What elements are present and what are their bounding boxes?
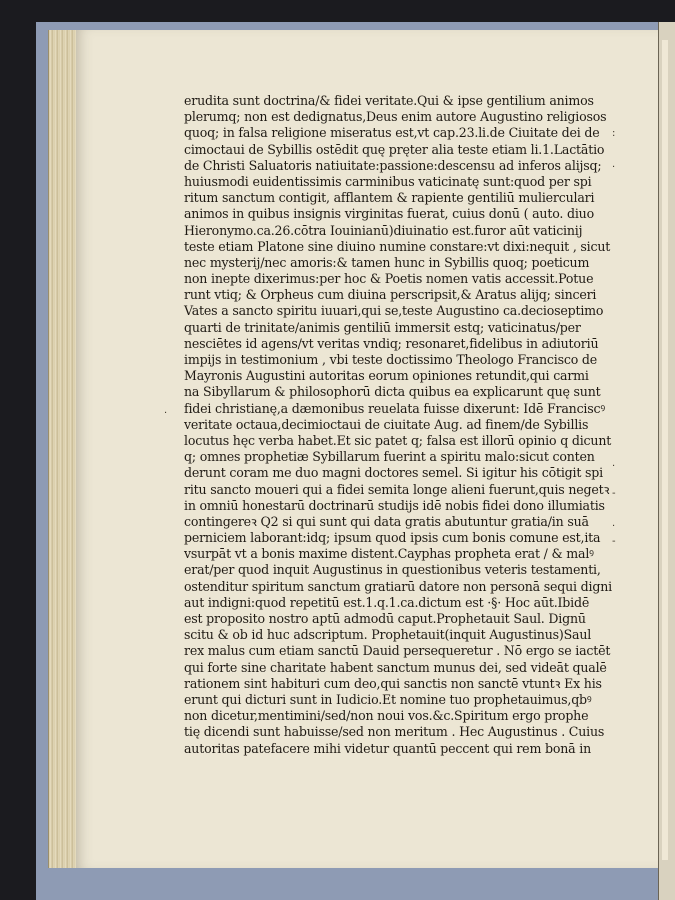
text-line: non dicetur,mentimini/sed/non noui vos.&c.Spiritum ergo prophe — [184, 708, 589, 724]
text-line: Vates a sancto spiritu iuuari,qui se,teste Augustino ca.decioseptimo — [184, 303, 604, 319]
text-line: derunt coram me duo magni doctores semel. Si igitur his cōtigit spi — [184, 465, 603, 481]
text-line: autoritas patefacere mihi videtur quantū peccent qui rem bonā in — [184, 740, 591, 756]
text-line: cimoctaui de Sybillis ostēdit quę pręter alia teste etiam li.1.Lactātio — [184, 141, 605, 157]
margin-mark: · — [164, 408, 168, 419]
text-line: scitu & ob id huc adscriptum. Prophetauit(inquit Augustinus)Saul — [184, 627, 592, 643]
text-line: est proposito nostro aptū admodū caput.Prophetauit Saul. Dignū — [184, 611, 586, 626]
text-line: animos in quibus insignis virginitas fuerat, cuius donū ( auto. diuo — [184, 206, 594, 222]
text-line: tię dicendi sunt habuisse/sed non meritum . Hec Augustinus . Cuius — [184, 724, 605, 740]
book-page-edges — [48, 30, 79, 868]
text-line: aut indigni:quod repetitū est.1.q.1.ca.dictum est ·§· Hoc aūt.Ibidē — [184, 594, 590, 610]
text-line: Hieronymo.ca.26.cōtra Iouinianū)diuinatio est.furor aūt vaticinij — [184, 222, 583, 238]
text-line: nesciētes id agens/vt veritas vndiq; resonaret,fidelibus in adiutoriū — [184, 335, 599, 351]
text-line: non inepte dixerimus:per hoc & Poetis nomen vatis accessit.Potue — [184, 271, 594, 287]
text-line: teste etiam Platone sine diuino numine constare:vt dixi:nequit , sicut — [184, 238, 611, 254]
text-line: erat/per quod inquit Augustinus in questionibus veteris testamenti, — [184, 562, 601, 578]
text-line: nec mysterij/nec amoris:& tamen hunc in Sybillis quoq; poeticum — [184, 254, 590, 270]
text-line: contingereꝛ Q2 si qui sunt qui data gratis abutuntur gratia/in suā — [184, 513, 589, 529]
text-line: veritate octaua,decimioctaui de ciuitate Aug. ad finem/de Sybillis — [184, 416, 589, 432]
text-line: plerumq; non est dedignatus,Deus enim autore Augustino religiosos — [184, 109, 607, 125]
text-line: rationem sint habituri cum deo,qui sanctis non sanctē vtuntꝛ Ex his — [184, 675, 602, 691]
text-line: rex malus cum etiam sanctū Dauid persequeretur . Nō ergo se iactēt — [184, 643, 611, 659]
facing-page-strip — [662, 40, 668, 860]
text-line: Mayronis Augustini autoritas eorum opiniones retundit,qui carmi — [184, 368, 589, 384]
text-line: ritu sancto moueri qui a fidei semita longe alieni fuerunt,quis negetꝛ — [184, 481, 610, 497]
margin-mark: · — [612, 162, 616, 173]
margin-mark: : — [612, 128, 616, 139]
text-line: locutus hęc verba habet.Et sic patet q; falsa est illorū opinio q dicunt — [184, 432, 612, 448]
text-line: ostenditur spiritum sanctum gratiarū datore non personā sequi digni — [184, 578, 612, 594]
margin-mark: . — [612, 518, 616, 529]
margin-mark: - — [612, 488, 616, 499]
margin-mark: - — [612, 536, 616, 547]
margin-mark: . — [612, 458, 616, 469]
printed-text-block — [184, 93, 614, 757]
text-line: fidei christianę,a dæmonibus reuelata fuisse dixerunt: Idē Franciscꝰ — [184, 400, 605, 416]
text-line: erunt qui dicturi sunt in Iudicio.Et nomine tuo prophetauimus,qbꝰ — [184, 691, 592, 707]
text-line: erudita sunt doctrina/& fidei veritate.Qui & ipse gentilium animos — [184, 93, 594, 108]
text-line: na Sibyllarum & philosophorū dicta quibus ea explicarunt quę sunt — [184, 384, 601, 400]
text-line: impijs in testimonium , vbi teste doctissimo Theologo Francisco de — [184, 352, 598, 367]
text-line: quoq; in falsa religione miseratus est,vt cap.23.li.de Ciuitate dei de — [184, 125, 600, 141]
text-line: perniciem laborant:idq; ipsum quod ipsis cum bonis comune est,ita — [184, 530, 601, 546]
text-line: huiusmodi euidentissimis carminibus vaticinatę sunt:quod per spi — [184, 173, 592, 189]
text-line: in omniū honestarū doctrinarū studijs idē nobis fidei dono illumiatis — [184, 497, 605, 513]
text-line: ritum sanctum contigit, afflantem & rapiente gentiliū mulierculari — [184, 190, 595, 206]
text-line: de Christi Saluatoris natiuitate:passione:descensu ad inferos alijsq; — [184, 157, 602, 173]
text-line: qui forte sine charitate habent sanctum munus dei, sed videāt qualē — [184, 659, 607, 675]
text-line: q; omnes prophetiæ Sybillarum fuerint a spiritu malo:sicut conten — [184, 449, 595, 465]
text-line: vsurpāt vt a bonis maxime distent.Cayphas propheta erat / & malꝰ — [184, 546, 594, 562]
text-line: runt vtiq; & Orpheus cum diuina perscripsit,& Aratus alijq; sinceri — [184, 287, 597, 303]
text-line: quarti de trinitate/animis gentiliū immersit estq; vaticinatus/per — [184, 319, 581, 335]
